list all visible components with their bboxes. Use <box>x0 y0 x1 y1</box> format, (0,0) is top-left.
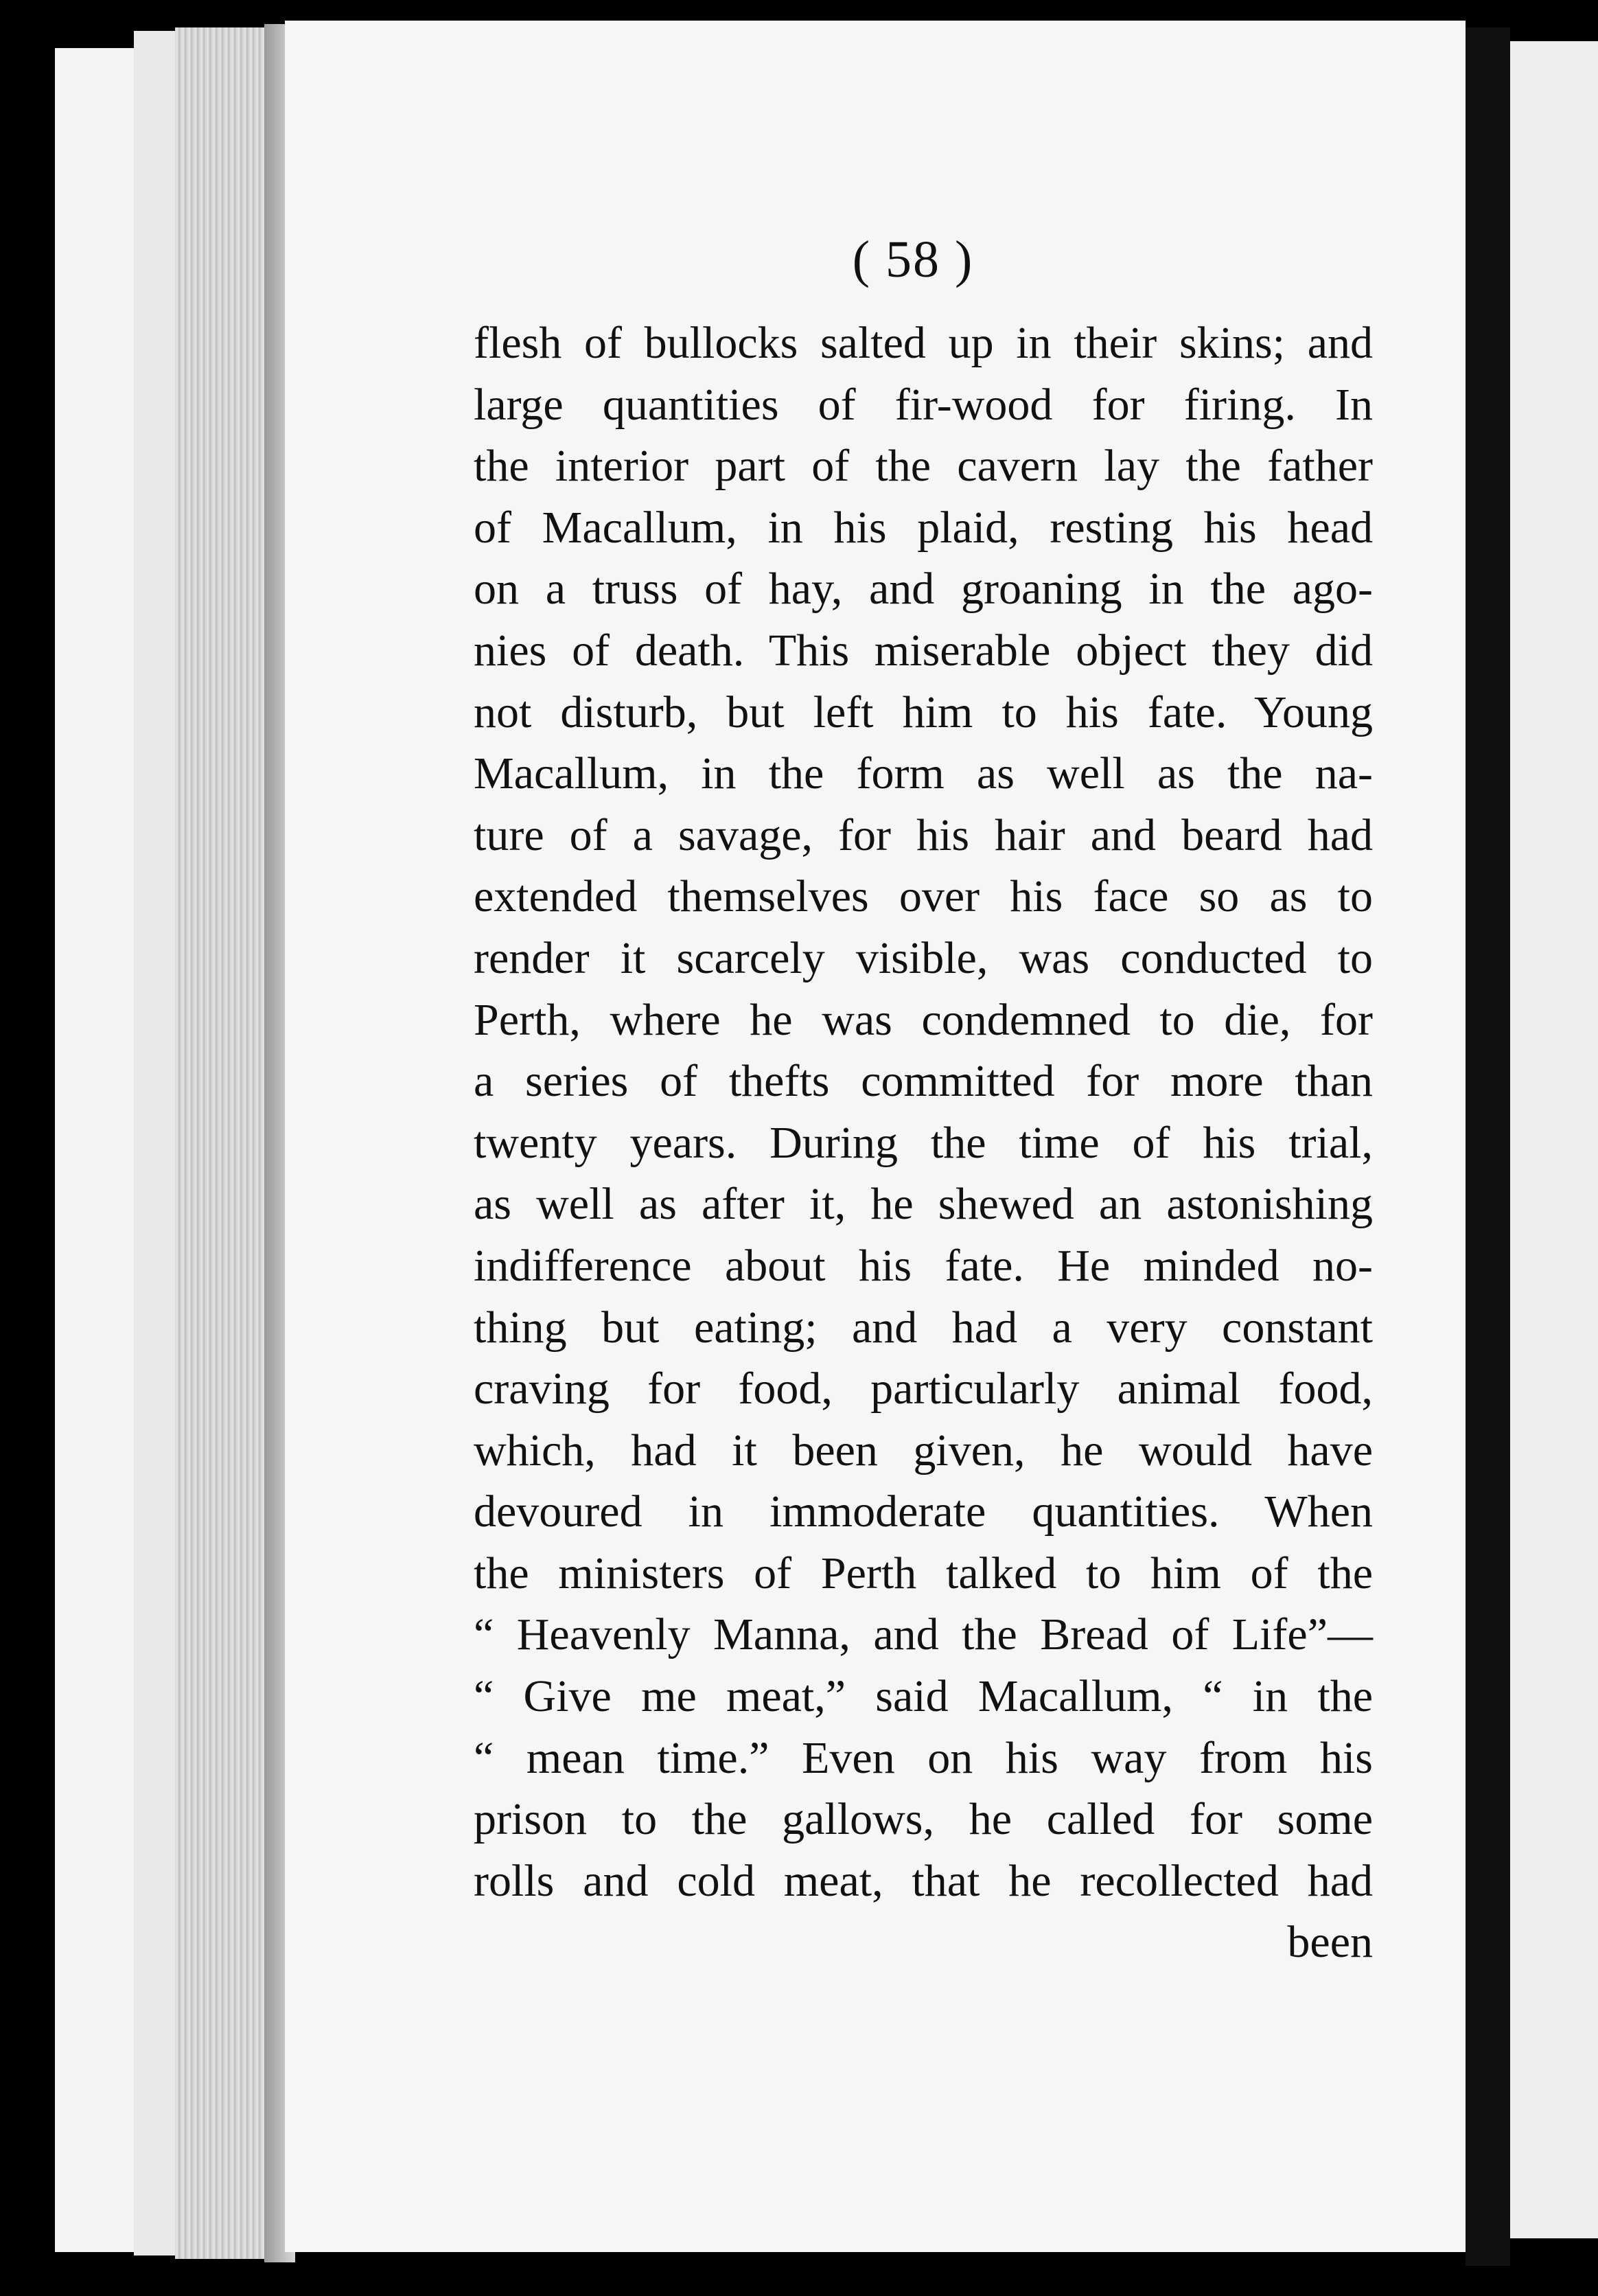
text-line: ture of a savage, for his hair and beard had <box>474 810 1373 860</box>
catchword: been <box>1287 1917 1373 1968</box>
text-line: a series of thefts committed for more than <box>474 1056 1373 1107</box>
text-line: prison to the gallows, he called for some <box>474 1794 1373 1845</box>
text-line: “ mean time.” Even on his way from his <box>474 1732 1373 1783</box>
text-line: thing but eating; and had a very constant <box>474 1302 1373 1353</box>
text-line: indifference about his fate. He minded no- <box>474 1240 1373 1291</box>
text-line: “ Give me meat,” said Macallum, “ in the <box>474 1671 1373 1722</box>
text-line: render it scarcely visible, was conducted to <box>474 932 1373 983</box>
text-line: the ministers of Perth talked to him of the <box>474 1548 1373 1598</box>
text-line: flesh of bullocks salted up in their skins; and <box>474 318 1373 368</box>
body-text <box>474 312 1373 1973</box>
text-line: “ Heavenly Manna, and the Bread of Life”— <box>474 1609 1373 1660</box>
text-line: which, had it been given, he would have <box>474 1425 1373 1476</box>
text-line: as well as after it, he shewed an astonishing <box>474 1179 1373 1230</box>
text-line: twenty years. During the time of his trial, <box>474 1117 1373 1168</box>
gutter-shadow <box>1466 27 1510 2266</box>
text-line: the interior part of the cavern lay the father <box>474 441 1373 492</box>
text-line: large quantities of fir-wood for firing. In <box>474 379 1373 430</box>
adjacent-page <box>1510 41 1598 2238</box>
text-line: not disturb, but left him to his fate. Young <box>474 687 1373 737</box>
text-line: craving for food, particularly animal food, <box>474 1364 1373 1414</box>
text-line: nies of death. This miserable object they did <box>474 625 1373 676</box>
text-line: on a truss of hay, and groaning in the ago- <box>474 564 1373 615</box>
text-line: rolls and cold meat, that he recollected had <box>474 1855 1373 1906</box>
text-line: devoured in immoderate quantities. When <box>474 1486 1373 1537</box>
text-line: Macallum, in the form as well as the na- <box>474 748 1373 799</box>
text-line: Perth, where he was condemned to die, for <box>474 994 1373 1045</box>
text-line: extended themselves over his face so as to <box>474 871 1373 922</box>
text-line: of Macallum, in his plaid, resting his head <box>474 502 1373 553</box>
page-number: ( 58 ) <box>852 231 974 288</box>
